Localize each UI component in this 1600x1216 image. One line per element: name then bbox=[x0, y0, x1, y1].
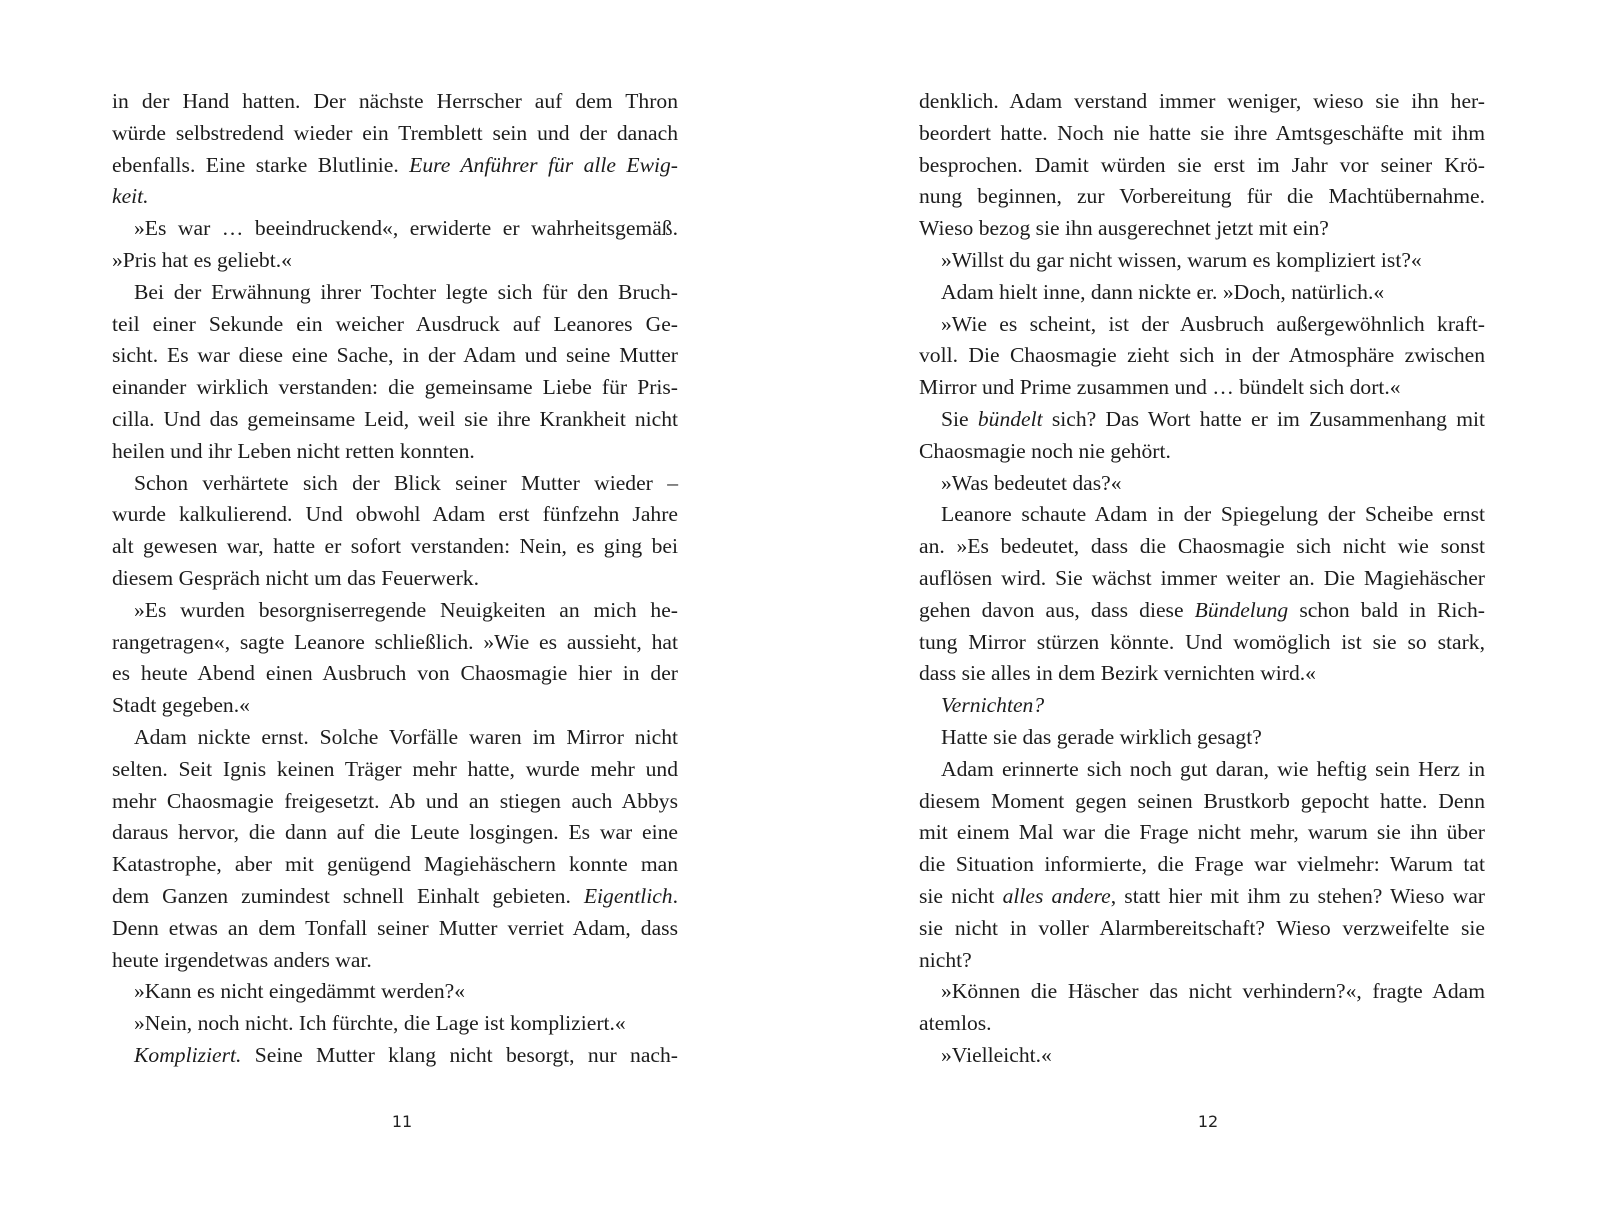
italic-text: bündelt bbox=[977, 406, 1043, 431]
text-line: selten. Seit Ignis keinen Träger mehr hatte, wurde mehr und bbox=[112, 756, 678, 781]
italic-text: keit. bbox=[112, 184, 149, 209]
text-line: heilen und ihr Leben nicht retten konnten. bbox=[112, 438, 475, 463]
text-line: Adam nickte ernst. Solche Vorfälle waren im Mirror nicht bbox=[134, 724, 678, 749]
text-line bbox=[919, 404, 1485, 436]
italic-text: Eure Anführer für alle Ewig- bbox=[409, 152, 678, 177]
text-line: Chaosmagie noch nie gehört. bbox=[919, 438, 1171, 463]
italic-text: alles andere bbox=[1002, 883, 1111, 908]
text-line: an. »Es bedeutet, dass die Chaosmagie sich nicht wie sonst bbox=[919, 534, 1485, 559]
text-line bbox=[919, 690, 1485, 722]
text-line: beordert hatte. Noch nie hatte sie ihre Amtsgeschäfte mit ihm bbox=[919, 120, 1485, 145]
text-run: sich? Das Wort hatte er im Zusammenhang mit bbox=[1042, 406, 1485, 431]
text-run: ebenfalls. Eine starke Blutlinie. bbox=[112, 152, 410, 177]
text-line: mehr Chaosmagie freigesetzt. Ab und an stiegen auch Abbys bbox=[112, 788, 678, 813]
text-line: Schon verhärtete sich der Blick seiner Mutter wieder – bbox=[134, 470, 678, 495]
text-line: denklich. Adam verstand immer weniger, wieso sie ihn her- bbox=[919, 89, 1485, 113]
text-run: schon bald in Rich- bbox=[1288, 597, 1485, 622]
text-line: Adam hielt inne, dann nickte er. »Doch, natürlich.« bbox=[941, 279, 1385, 304]
text-line: teil einer Sekunde ein weicher Ausdruck auf Leanores Ge- bbox=[112, 311, 678, 336]
text-line: Adam erinnerte sich noch gut daran, wie heftig sein Herz in bbox=[941, 756, 1485, 781]
text-line: Denn etwas an dem Tonfall seiner Mutter verriet Adam, dass bbox=[112, 915, 678, 940]
text-line: einander wirklich verstanden: die gemeinsame Liebe für Pris- bbox=[112, 375, 678, 400]
right-page bbox=[919, 86, 1485, 1072]
text-line: diesem Gespräch nicht um das Feuerwerk. bbox=[112, 565, 479, 590]
text-run: gehen davon aus, dass diese bbox=[919, 597, 1195, 622]
text-line: dass sie alles in dem Bezirk vernichten wird.« bbox=[919, 661, 1316, 686]
text-line: tung Mirror stürzen könnte. Und womöglich ist sie so stark, bbox=[919, 629, 1485, 654]
text-line: daraus hervor, die dann auf die Leute losgingen. Es war eine bbox=[112, 820, 678, 845]
italic-text: Kompliziert. bbox=[134, 1042, 242, 1067]
text-run: , statt hier mit ihm zu stehen? Wieso war bbox=[1110, 883, 1485, 908]
text-line: wurde kalkulierend. Und obwohl Adam erst fünfzehn Jahre bbox=[112, 502, 678, 527]
text-line bbox=[919, 595, 1485, 627]
text-line: die Situation informierte, die Frage war vielmehr: Warum tat bbox=[919, 852, 1485, 877]
text-line: »Vielleicht.« bbox=[941, 1042, 1052, 1067]
text-line: Wieso bezog sie ihn ausgerechnet jetzt mit ein? bbox=[919, 216, 1329, 241]
italic-text: Vernichten? bbox=[941, 693, 1045, 718]
text-line: nung beginnen, zur Vorbereitung für die Machtübernahme. bbox=[919, 184, 1485, 209]
text-line bbox=[112, 150, 678, 182]
text-line: sie nicht in voller Alarmbereitschaft? Wieso verzweifelte sie bbox=[919, 915, 1485, 940]
left-page-text bbox=[112, 86, 678, 1072]
text-line: würde selbstredend wieder ein Tremblett sein und der danach bbox=[112, 120, 678, 145]
text-line bbox=[919, 881, 1485, 913]
text-line: heute irgendetwas anders war. bbox=[112, 947, 372, 972]
text-run: . bbox=[672, 883, 678, 908]
text-line bbox=[112, 881, 678, 913]
text-line: auflösen wird. Sie wächst immer weiter an. Die Magiehäscher bbox=[919, 565, 1485, 590]
text-line: »Wie es scheint, ist der Ausbruch außergewöhnlich kraft- bbox=[941, 311, 1485, 336]
text-line bbox=[112, 181, 678, 213]
text-line: es heute Abend einen Ausbruch von Chaosmagie hier in der bbox=[112, 661, 678, 686]
text-line: Hatte sie das gerade wirklich gesagt? bbox=[941, 724, 1262, 749]
text-line: cilla. Und das gemeinsame Leid, weil sie ihre Krankheit nicht bbox=[112, 406, 678, 431]
text-line: »Kann es nicht eingedämmt werden?« bbox=[134, 979, 465, 1004]
right-page-number: 12 bbox=[1197, 1112, 1219, 1131]
text-line bbox=[112, 1040, 678, 1072]
text-line: diesem Moment gegen seinen Brustkorb gepocht hatte. Denn bbox=[919, 788, 1485, 813]
text-line: »Nein, noch nicht. Ich fürchte, die Lage ist kompliziert.« bbox=[134, 1011, 626, 1036]
text-run: sie nicht bbox=[919, 883, 1003, 908]
text-line: atemlos. bbox=[919, 1011, 992, 1036]
text-line: Bei der Erwähnung ihrer Tochter legte sich für den Bruch- bbox=[134, 279, 678, 304]
text-line: Mirror und Prime zusammen und … bündelt sich dort.« bbox=[919, 375, 1401, 400]
text-line: sicht. Es war diese eine Sache, in der Adam und seine Mutter bbox=[112, 343, 678, 368]
text-line: »Willst du gar nicht wissen, warum es kompliziert ist?« bbox=[941, 247, 1422, 272]
text-line: in der Hand hatten. Der nächste Herrscher auf dem Thron bbox=[112, 89, 678, 113]
text-line: »Es wurden besorgniserregende Neuigkeiten an mich he- bbox=[134, 597, 678, 622]
text-line: alt gewesen war, hatte er sofort verstanden: Nein, es ging bei bbox=[112, 534, 678, 559]
right-page-text bbox=[919, 86, 1485, 1072]
italic-text: Bündelung bbox=[1194, 597, 1289, 622]
text-line: Leanore schaute Adam in der Spiegelung der Scheibe ernst bbox=[941, 502, 1485, 527]
text-line: Stadt gegeben.« bbox=[112, 693, 250, 718]
text-run: Sie bbox=[941, 406, 978, 431]
left-page-number: 11 bbox=[391, 1112, 413, 1131]
text-line: »Was bedeutet das?« bbox=[941, 470, 1122, 495]
left-page bbox=[112, 86, 678, 1072]
text-line: »Pris hat es geliebt.« bbox=[112, 247, 292, 272]
text-line: Katastrophe, aber mit genügend Magiehäschern konnte man bbox=[112, 852, 678, 877]
italic-text: Eigentlich bbox=[583, 883, 673, 908]
text-line: nicht? bbox=[919, 947, 972, 972]
text-line: voll. Die Chaosmagie zieht sich in der Atmosphäre zwischen bbox=[919, 343, 1485, 368]
text-run: dem Ganzen zumindest schnell Einhalt gebieten. bbox=[112, 883, 584, 908]
text-line: rangetragen«, sagte Leanore schließlich. »Wie es aussieht, hat bbox=[112, 629, 678, 654]
text-run: Seine Mutter klang nicht besorgt, nur nach- bbox=[241, 1042, 678, 1067]
text-line: besprochen. Damit würden sie erst im Jahr vor seiner Krö- bbox=[919, 152, 1485, 177]
text-line: »Es war … beeindruckend«, erwiderte er wahrheitsgemäß. bbox=[134, 216, 678, 241]
text-line: mit einem Mal war die Frage nicht mehr, warum sie ihn über bbox=[919, 820, 1485, 845]
text-line: »Können die Häscher das nicht verhindern?«, fragte Adam bbox=[941, 979, 1485, 1004]
